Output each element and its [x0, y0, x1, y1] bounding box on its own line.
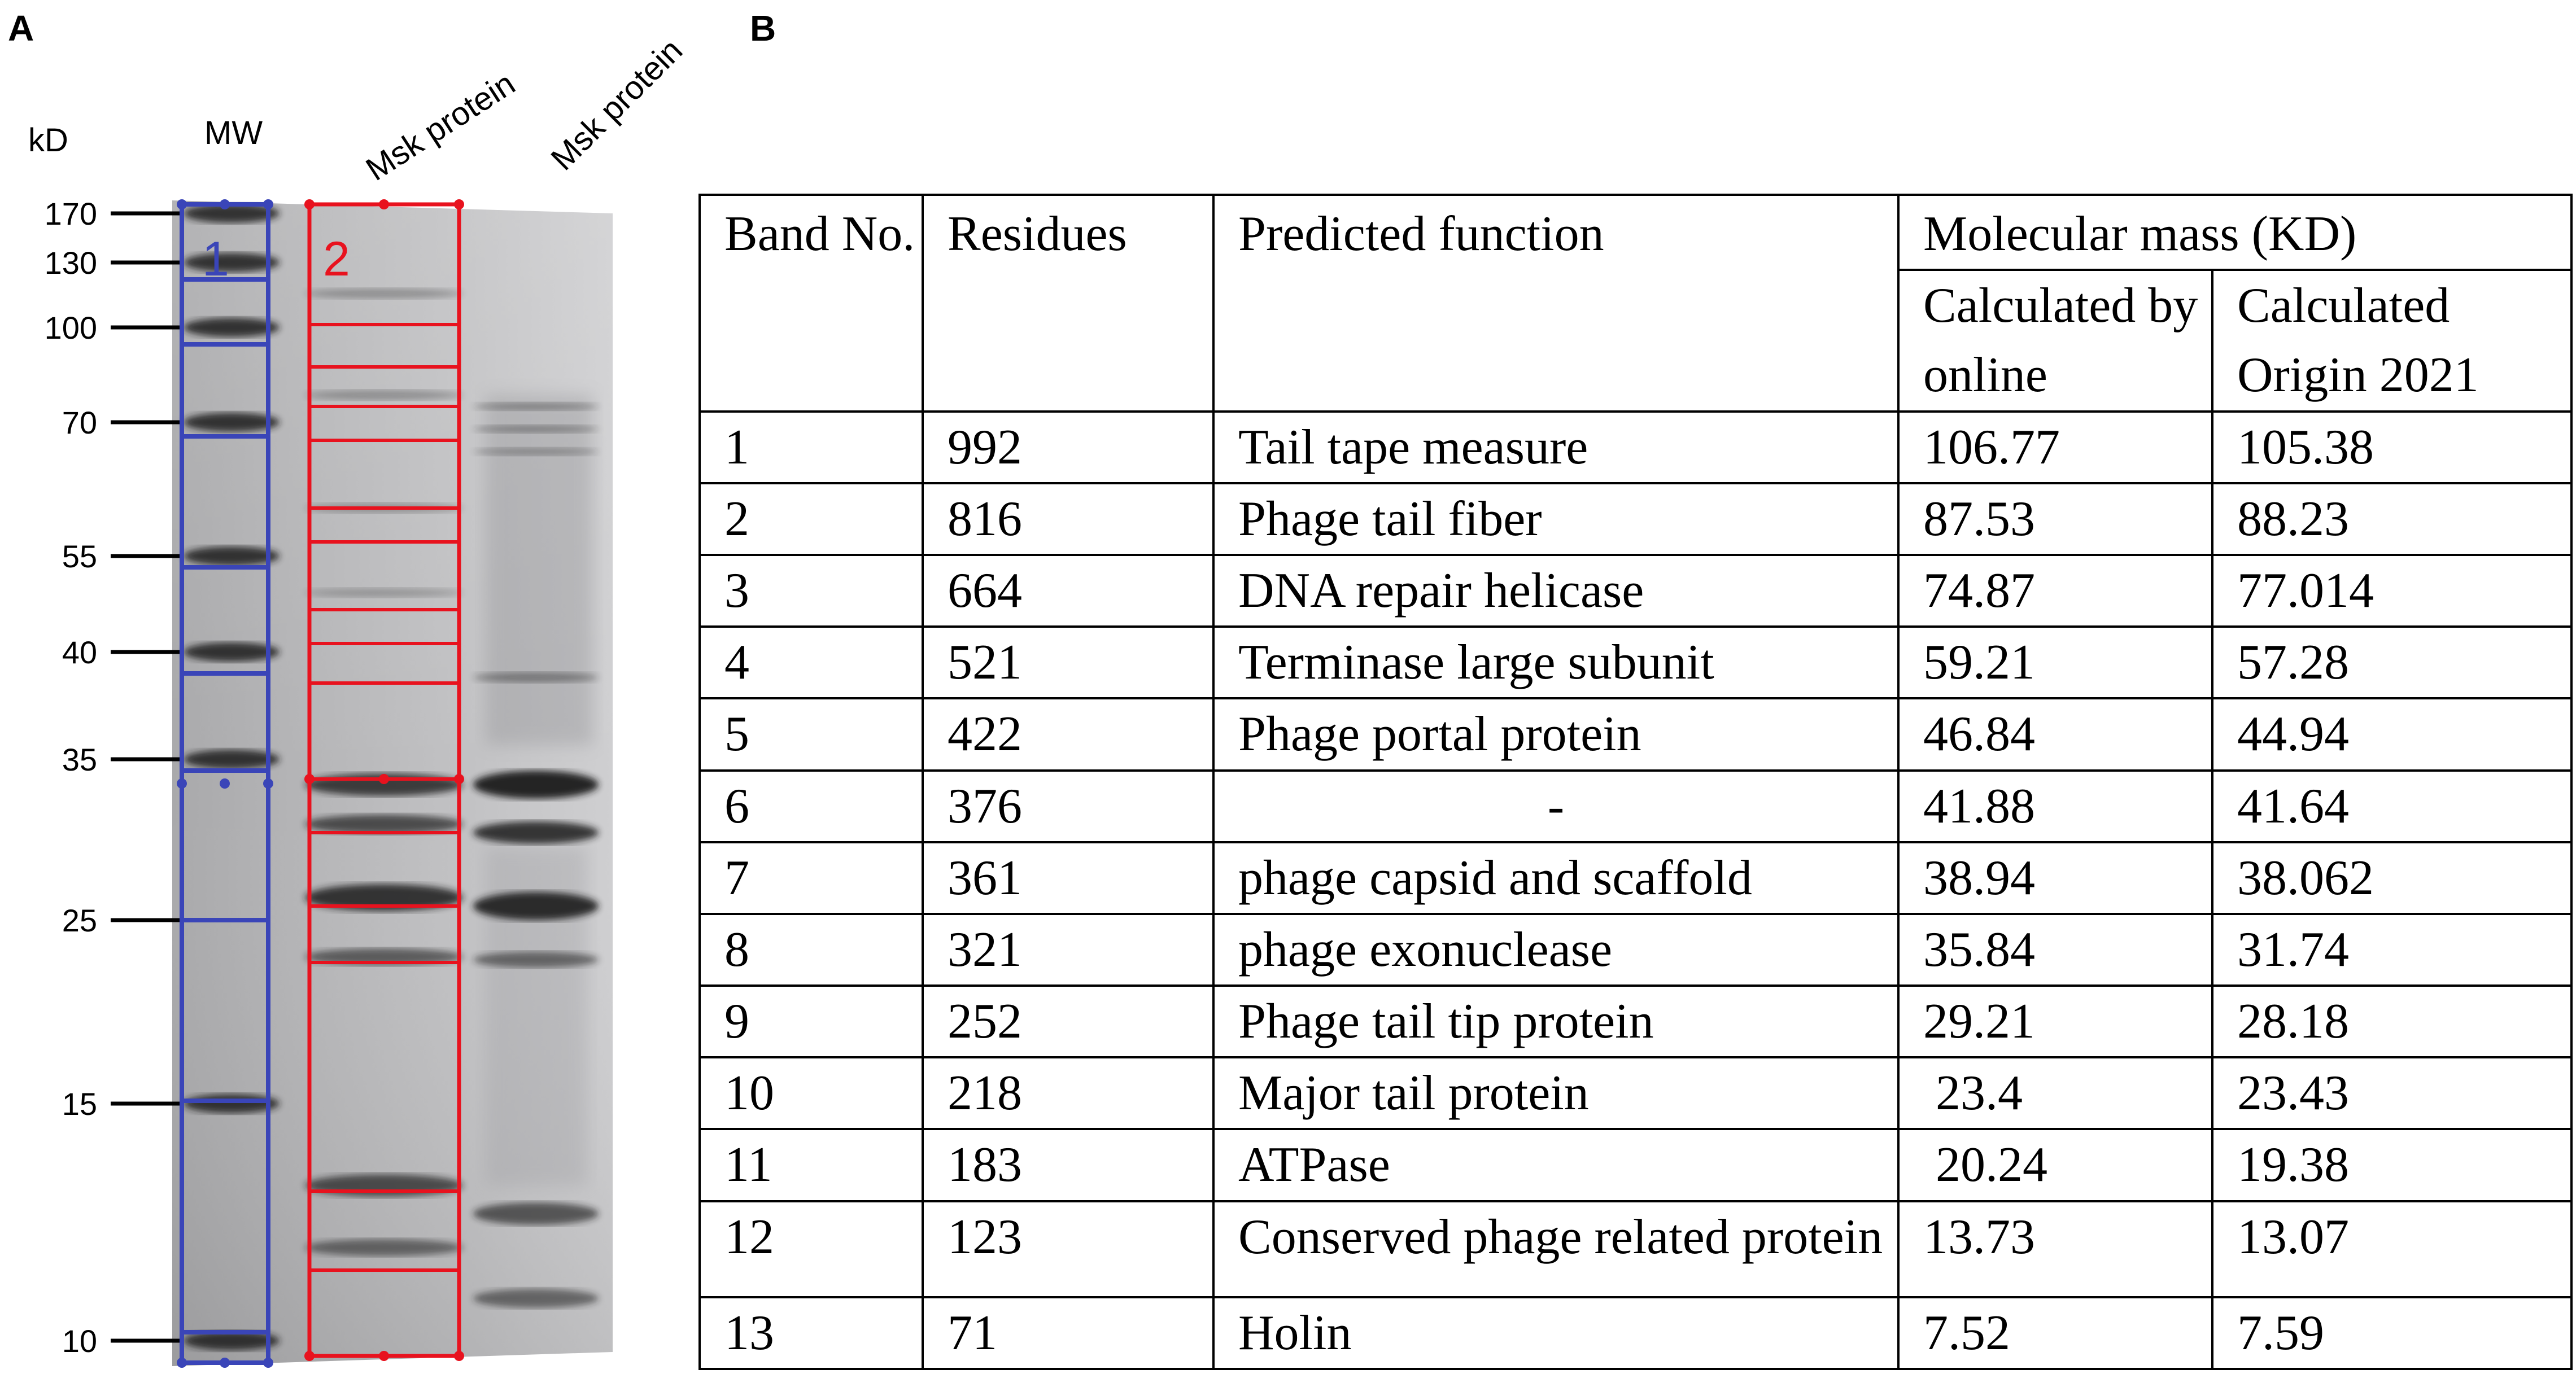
panel-a-letter: A	[8, 8, 34, 49]
online-mass-cell: 41.88	[1898, 771, 2212, 842]
online-mass-cell: 20.24	[1898, 1129, 2212, 1201]
function-cell: Tail tape measure	[1213, 412, 1898, 483]
residues-cell: 71	[923, 1297, 1213, 1369]
table-row	[700, 627, 2571, 698]
ladder-band	[184, 642, 280, 662]
function-cell: Phage tail tip protein	[1213, 986, 1898, 1057]
origin-mass-cell: 38.062	[2212, 842, 2571, 914]
band-cell: 3	[700, 555, 923, 627]
residues-cell: 664	[923, 555, 1213, 627]
residues-cell: 816	[923, 483, 1213, 555]
online-mass-cell: 46.84	[1898, 698, 2212, 770]
residues-cell: 321	[923, 914, 1213, 986]
marker-label: 15	[62, 1086, 97, 1122]
band-cell: 4	[700, 627, 923, 698]
marker-label: 25	[62, 903, 97, 938]
function-cell: Phage portal protein	[1213, 698, 1898, 770]
sample-band	[473, 1202, 599, 1225]
ladder-band	[184, 750, 280, 769]
header-molecular-mass: Molecular mass (KD)	[1898, 195, 2571, 270]
online-mass-cell: 23.4	[1898, 1057, 2212, 1129]
band-cell: 12	[700, 1201, 923, 1297]
origin-mass-cell: 7.59	[2212, 1297, 2571, 1369]
marker-label: 55	[62, 539, 97, 574]
lane-2-number: 2	[323, 232, 350, 286]
lane-label-msk-1: Msk protein	[359, 65, 522, 188]
origin-mass-cell: 13.07	[2212, 1201, 2571, 1297]
origin-mass-cell: 19.38	[2212, 1129, 2571, 1201]
band-cell: 5	[700, 698, 923, 770]
sample-band	[305, 588, 463, 597]
origin-mass-cell: 77.014	[2212, 555, 2571, 627]
kd-unit-label: kD	[28, 122, 68, 159]
sample-band	[305, 288, 463, 299]
table-row	[700, 914, 2571, 986]
sample-band	[305, 1239, 463, 1256]
sample-band	[473, 425, 599, 433]
marker-label: 40	[62, 635, 97, 670]
origin-mass-cell: 23.43	[2212, 1057, 2571, 1129]
table-row	[700, 1057, 2571, 1129]
protein-table-container	[698, 194, 2570, 1370]
residues-cell: 361	[923, 842, 1213, 914]
origin-mass-cell: 105.38	[2212, 412, 2571, 483]
band-cell: 2	[700, 483, 923, 555]
origin-mass-cell: 44.94	[2212, 698, 2571, 770]
online-mass-cell: 74.87	[1898, 555, 2212, 627]
marker-ladder	[45, 196, 180, 1359]
table-row	[700, 986, 2571, 1057]
marker-label: 170	[44, 196, 97, 231]
band-cell: 1	[700, 412, 923, 483]
online-mass-cell: 35.84	[1898, 914, 2212, 986]
header-calc-origin: Calculated Origin 2021	[2212, 270, 2571, 411]
table-header-row	[700, 195, 2571, 270]
panel-b-letter: B	[750, 8, 776, 49]
residues-cell: 123	[923, 1201, 1213, 1297]
header-predicted-function: Predicted function	[1213, 195, 1898, 412]
band-cell: 11	[700, 1129, 923, 1201]
table-row	[700, 412, 2571, 483]
marker-label: 100	[44, 310, 97, 345]
lane-label-mw: MW	[204, 115, 263, 151]
residues-cell: 422	[923, 698, 1213, 770]
function-cell: Terminase large subunit	[1213, 627, 1898, 698]
table-row	[700, 555, 2571, 627]
table-row	[700, 698, 2571, 770]
origin-mass-cell: 31.74	[2212, 914, 2571, 986]
sample-band	[473, 892, 599, 920]
table-row	[700, 842, 2571, 914]
online-mass-cell: 59.21	[1898, 627, 2212, 698]
band-cell: 8	[700, 914, 923, 986]
sample-band	[473, 672, 599, 682]
band-cell: 9	[700, 986, 923, 1057]
table-row	[700, 1297, 2571, 1369]
band-cell: 7	[700, 842, 923, 914]
table-row	[700, 1129, 2571, 1201]
online-mass-cell: 106.77	[1898, 412, 2212, 483]
sample-band	[473, 771, 599, 799]
marker-label: 70	[62, 405, 97, 440]
table-row	[700, 483, 2571, 555]
residues-cell: 218	[923, 1057, 1213, 1129]
table-row	[700, 771, 2571, 842]
ladder-band	[184, 546, 280, 566]
sample-band	[473, 952, 599, 968]
sample-band	[305, 390, 463, 400]
sample-band	[473, 402, 599, 410]
online-mass-cell: 87.53	[1898, 483, 2212, 555]
sample-band	[305, 1174, 463, 1197]
header-band-no: Band No.	[700, 195, 923, 412]
ladder-band	[184, 1094, 280, 1113]
protein-table	[698, 194, 2573, 1370]
residues-cell: 252	[923, 986, 1213, 1057]
sample-band	[473, 1289, 599, 1308]
sample-band	[305, 815, 463, 834]
band-cell: 10	[700, 1057, 923, 1129]
function-cell: ATPase	[1213, 1129, 1898, 1201]
function-cell: DNA repair helicase	[1213, 555, 1898, 627]
function-cell: Phage tail fiber	[1213, 483, 1898, 555]
origin-mass-cell: 57.28	[2212, 627, 2571, 698]
lane-1-number: 1	[202, 232, 229, 286]
gel-figure	[0, 0, 690, 1374]
origin-mass-cell: 41.64	[2212, 771, 2571, 842]
band-cell: 6	[700, 771, 923, 842]
residues-cell: 521	[923, 627, 1213, 698]
table-row	[700, 1201, 2571, 1297]
function-cell: Major tail protein	[1213, 1057, 1898, 1129]
header-calc-online: Calculated by online	[1898, 270, 2212, 411]
function-cell: phage exonuclease	[1213, 914, 1898, 986]
ladder-band	[184, 413, 280, 432]
sample-band	[473, 821, 599, 844]
band-cell: 13	[700, 1297, 923, 1369]
marker-label: 130	[44, 245, 97, 281]
residues-cell: 183	[923, 1129, 1213, 1201]
function-cell: Conserved phage related protein	[1213, 1201, 1898, 1297]
marker-label: 35	[62, 742, 97, 777]
ladder-band	[184, 318, 280, 337]
residues-cell: 376	[923, 771, 1213, 842]
residues-cell: 992	[923, 412, 1213, 483]
function-cell: Holin	[1213, 1297, 1898, 1369]
online-mass-cell: 13.73	[1898, 1201, 2212, 1297]
function-cell: phage capsid and scaffold	[1213, 842, 1898, 914]
online-mass-cell: 7.52	[1898, 1297, 2212, 1369]
header-residues: Residues	[923, 195, 1213, 412]
sample-band	[473, 448, 599, 456]
origin-mass-cell: 88.23	[2212, 483, 2571, 555]
origin-mass-cell: 28.18	[2212, 986, 2571, 1057]
lane-label-msk-2: Msk protein	[544, 32, 690, 178]
ladder-band	[184, 253, 280, 272]
online-mass-cell: 38.94	[1898, 842, 2212, 914]
function-cell: -	[1213, 771, 1898, 842]
marker-label: 10	[62, 1323, 97, 1359]
online-mass-cell: 29.21	[1898, 986, 2212, 1057]
